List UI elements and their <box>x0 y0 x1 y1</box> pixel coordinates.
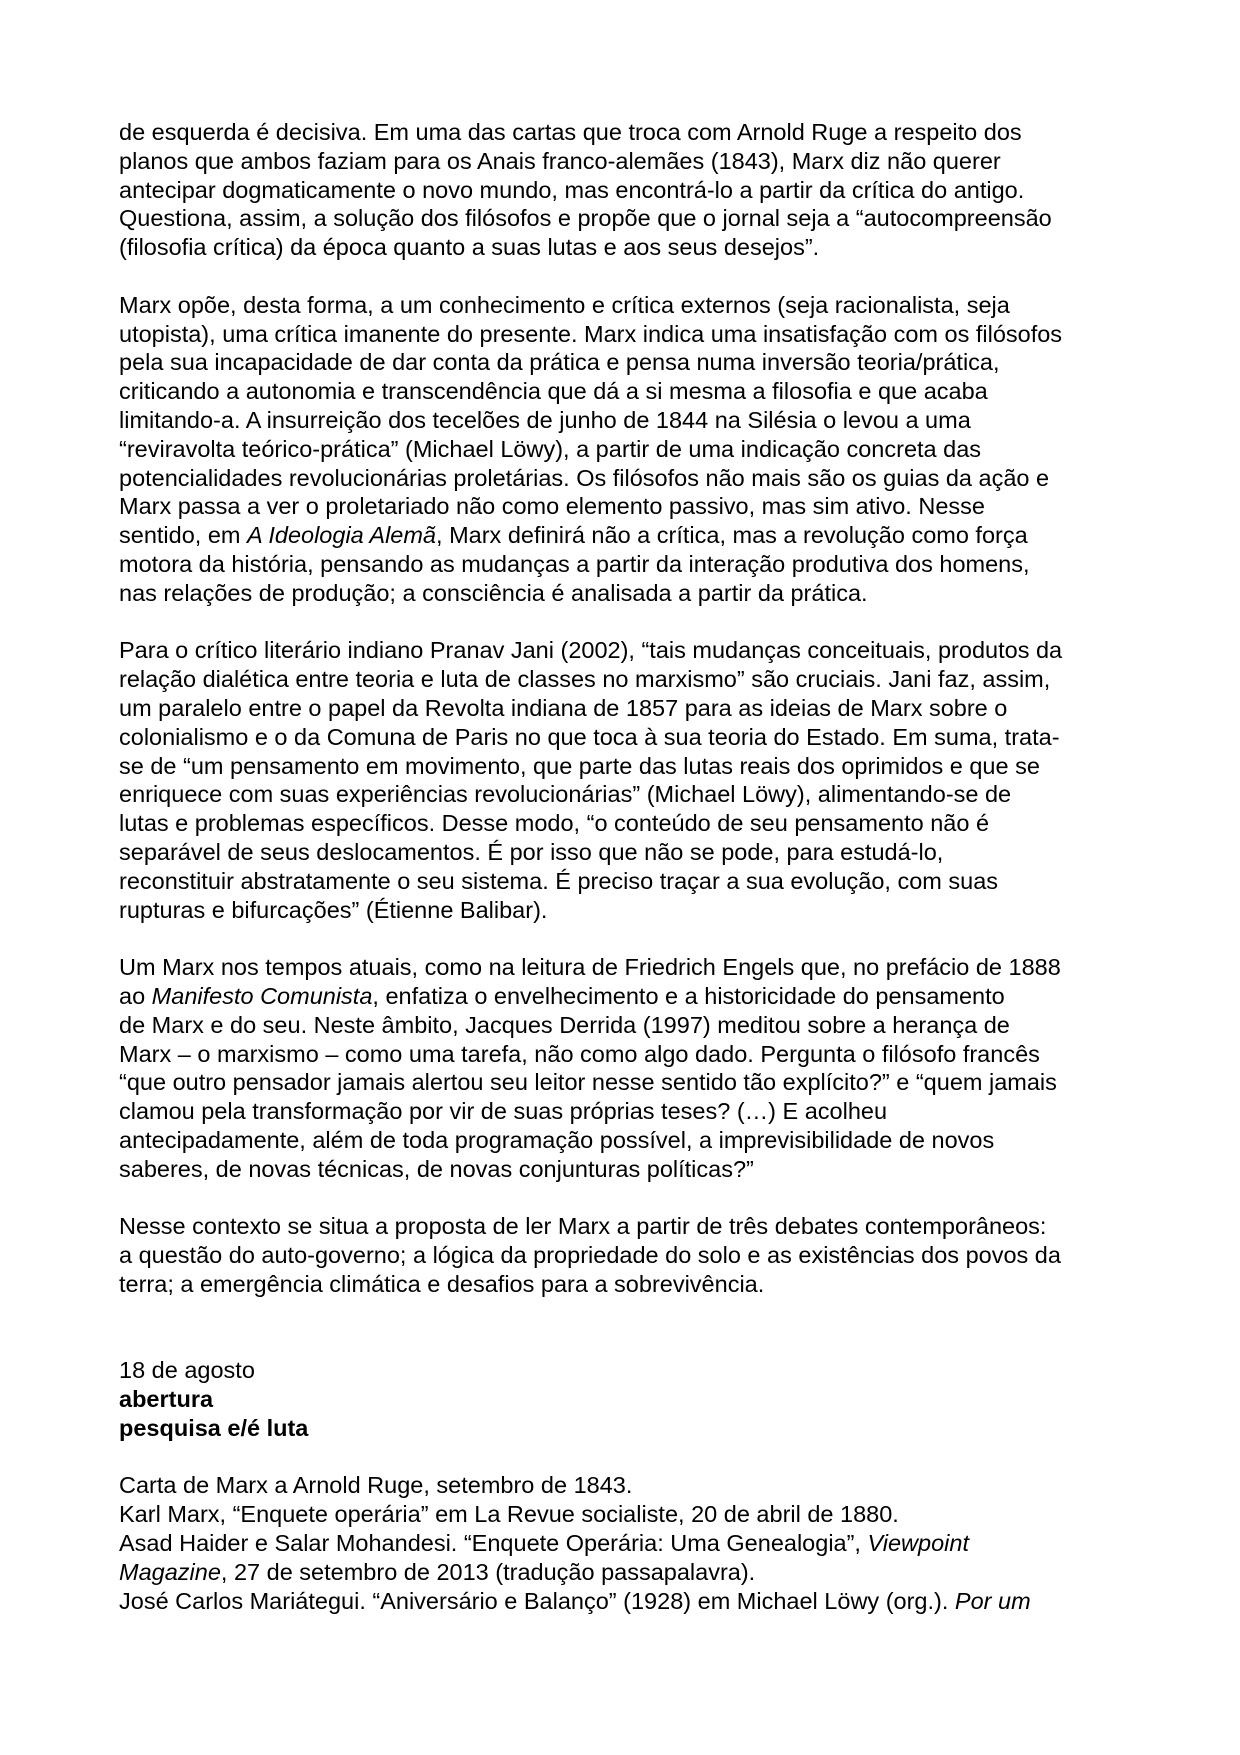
text-line: pela sua incapacidade de dar conta da prática e pensa numa inversão teoria/prática, <box>119 349 1000 376</box>
book-title-manifesto-comunista: Manifesto Comunista <box>151 982 373 1009</box>
text-line: utopista), uma crítica imanente do presente. Marx indica uma insatisfação com os filósofos <box>119 320 1063 347</box>
reading-list <box>119 1471 1129 1615</box>
text-line: clamou pela transformação por vir de suas próprias teses? (…) E acolheu <box>119 1098 888 1125</box>
paragraph-4 <box>119 953 1129 1183</box>
book-title-ideologia-alema: A Ideologia Alemã <box>247 522 437 549</box>
book-title: Por um <box>954 1587 1031 1614</box>
text-line: Para o crítico literário indiano Pranav Jani (2002), “tais mudanças conceituais, produtos da <box>119 637 1063 664</box>
journal-title: Magazine <box>119 1558 221 1585</box>
session-title: abertura <box>119 1386 214 1413</box>
text-line: Questiona, assim, a solução dos filósofos e propõe que o jornal seja a “autocompreensão <box>119 205 1052 232</box>
text-segment: sentido, em <box>119 522 248 549</box>
text-line: rupturas e bifurcações” (Étienne Balibar). <box>119 896 548 923</box>
reading-item: Carta de Marx a Arnold Ruge, setembro de 1843. <box>119 1472 633 1499</box>
text-line: de Marx e do seu. Neste âmbito, Jacques Derrida (1997) meditou sobre a herança de <box>119 1011 1010 1038</box>
text-line: terra; a emergência climática e desafios para a sobrevivência. <box>119 1270 765 1297</box>
text-line: colonialismo e o da Comuna de Paris no que toca à sua teoria do Estado. Em suma, trata- <box>119 723 1060 750</box>
text-line: planos que ambos faziam para os Anais franco-alemães (1843), Marx diz não querer <box>119 147 1001 174</box>
text-segment: , Marx definirá não a crítica, mas a revolução como força <box>436 522 1028 549</box>
text-line <box>119 982 1129 1011</box>
text-line: lutas e problemas específicos. Desse modo, “o conteúdo de seu pensamento não é <box>119 810 990 837</box>
text-line: um paralelo entre o papel da Revolta indiana de 1857 para as ideias de Marx sobre o <box>119 694 1008 721</box>
session-subtitle: pesquisa e/é luta <box>119 1414 309 1441</box>
text-line: nas relações de produção; a consciência é analisada a partir da prática. <box>119 579 868 606</box>
reading-item <box>119 1529 1129 1558</box>
text-line: enriquece com suas experiências revolucionárias” (Michael Löwy), alimentando-se de <box>119 781 1012 808</box>
text-line: criticando a autonomia e transcendência que dá a si mesma a filosofia e que acaba <box>119 378 988 405</box>
text-line: de esquerda é decisiva. Em uma das cartas que troca com Arnold Ruge a respeito dos <box>119 119 1022 145</box>
text-line: antecipadamente, além de toda programação possível, a imprevisibilidade de novos <box>119 1126 995 1153</box>
text-line: Nesse contexto se situa a proposta de ler Marx a partir de três debates contemporâneos: <box>119 1213 1047 1240</box>
text-line: “reviravolta teórico-prática” (Michael Löwy), a partir de uma indicação concreta das <box>119 435 982 462</box>
text-line: Marx passa a ver o proletariado não como elemento passivo, mas sim ativo. Nesse <box>119 493 985 520</box>
text-line: a questão do auto-governo; a lógica da propriedade do solo e as existências dos povos da <box>119 1242 1061 1269</box>
session-heading <box>119 1356 1129 1442</box>
text-segment: ao <box>119 982 152 1009</box>
paragraph-1 <box>119 118 1129 262</box>
text-line: Marx – o marxismo – como uma tarefa, não como algo dado. Pergunta o filósofo francês <box>119 1040 1040 1067</box>
session-date: 18 de agosto <box>119 1357 255 1384</box>
text-line: Um Marx nos tempos atuais, como na leitura de Friedrich Engels que, no prefácio de 1888 <box>119 954 1061 981</box>
reading-item: Karl Marx, “Enquete operária” em La Revue socialiste, 20 de abril de 1880. <box>119 1501 899 1528</box>
text-line: potencialidades revolucionárias proletárias. Os filósofos não mais são os guias da ação e <box>119 464 1050 491</box>
document-page <box>119 118 1129 1615</box>
text-segment: , 27 de setembro de 2013 (tradução passapalavra). <box>220 1558 756 1585</box>
text-line: Marx opõe, desta forma, a um conhecimento e crítica externos (seja racionalista, seja <box>119 291 1010 318</box>
text-line: reconstituir abstratamente o seu sistema. É preciso traçar a sua evolução, com suas <box>119 867 999 894</box>
paragraph-5 <box>119 1212 1129 1298</box>
text-line: antecipar dogmaticamente o novo mundo, mas encontrá-lo a partir da crítica do antigo. <box>119 176 1025 203</box>
text-line: motora da história, pensando as mudanças a partir da interação produtiva dos homens, <box>119 550 1030 577</box>
text-line: “que outro pensador jamais alertou seu leitor nesse sentido tão explícito?” e “quem jamais <box>119 1069 1057 1096</box>
text-line: (filosofia crítica) da época quanto a suas lutas e aos seus desejos”. <box>119 234 820 261</box>
text-line: separável de seus deslocamentos. É por isso que não se pode, para estudá-lo, <box>119 838 944 865</box>
reading-item <box>119 1587 1129 1616</box>
text-segment: , enfatiza o envelhecimento e a historicidade do pensamento <box>372 982 1005 1009</box>
text-line: relação dialética entre teoria e luta de classes no marxismo” são cruciais. Jani faz, assim, <box>119 666 1051 693</box>
reading-item-continued <box>119 1558 1129 1587</box>
journal-title: Viewpoint <box>867 1530 969 1557</box>
text-line: se de “um pensamento em movimento, que parte das lutas reais dos oprimidos e que se <box>119 752 1040 779</box>
paragraph-2 <box>119 291 1129 608</box>
paragraph-3 <box>119 636 1129 924</box>
text-line: saberes, de novas técnicas, de novas conjunturas políticas?” <box>119 1155 754 1182</box>
text-segment: José Carlos Mariátegui. “Aniversário e Balanço” (1928) em Michael Löwy (org.). <box>119 1587 955 1614</box>
text-line <box>119 521 1129 550</box>
text-line: limitando-a. A insurreição dos tecelões de junho de 1844 na Silésia o levou a uma <box>119 406 971 433</box>
text-segment: Asad Haider e Salar Mohandesi. “Enquete Operária: Uma Genealogia”, <box>119 1530 868 1557</box>
